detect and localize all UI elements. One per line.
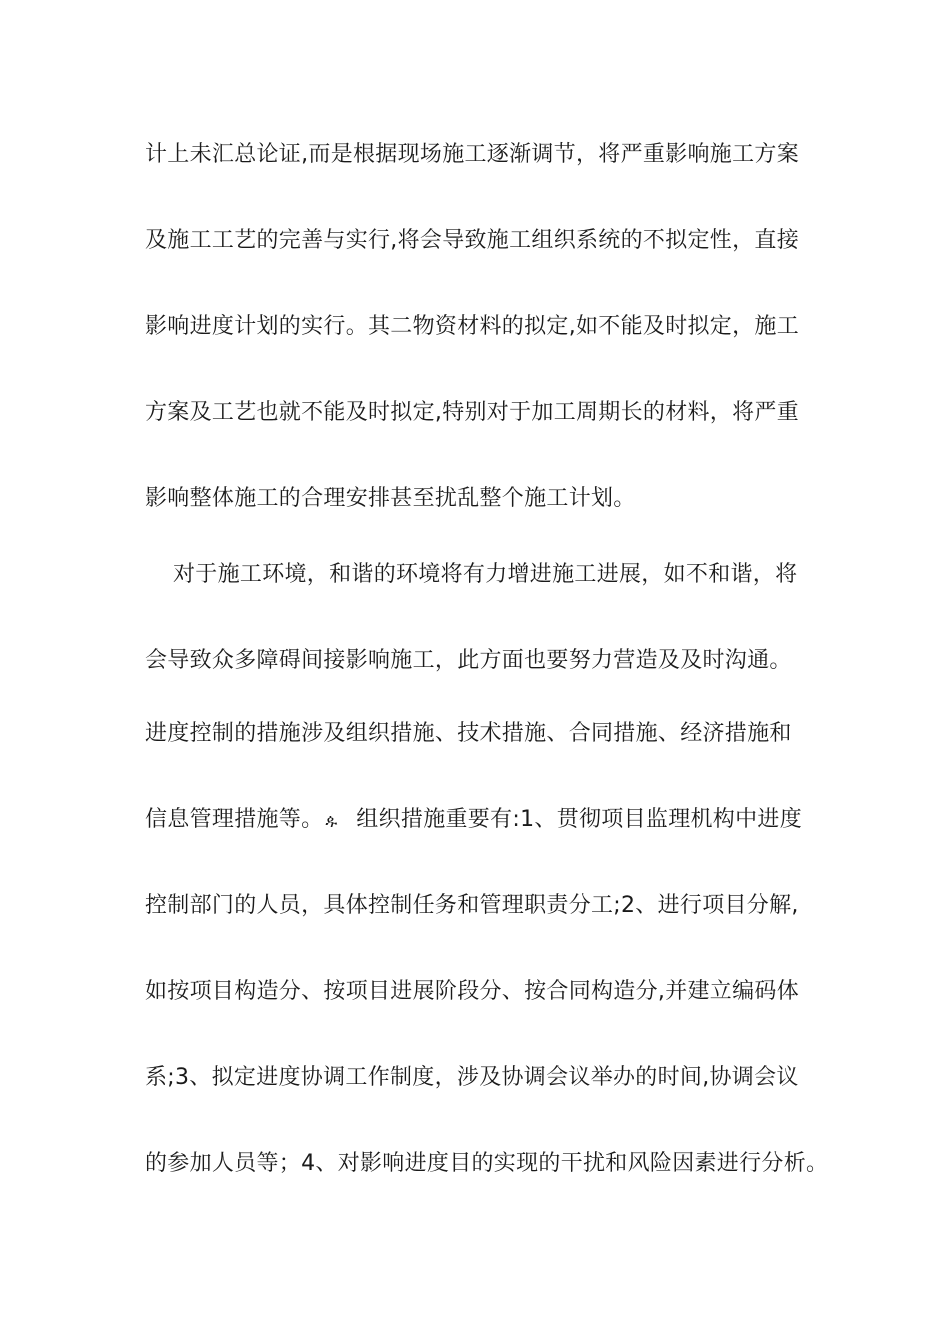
line-9-text-end: 组织措施重要有:1、贯彻项目监理机构中进度 (356, 807, 803, 832)
line-9-text-start: 信息管理措施等。 (145, 807, 324, 832)
paragraph-line-4: 方案及工艺也就不能及时拟定,特别对于加工周期长的材料，将严重 (145, 400, 799, 425)
paragraph-line-1: 计上未汇总论证,而是根据现场施工逐渐调节，将严重影响施工方案 (145, 142, 799, 167)
paragraph-line-2: 及施工工艺的完善与实行,将会导致施工组织系统的不拟定性，直接 (145, 228, 799, 253)
paragraph-line-11: 如按项目构造分、按项目进展阶段分、按合同构造分,并建立编码体 (145, 979, 799, 1004)
paragraph-line-8: 进度控制的措施涉及组织措施、技术措施、合同措施、经济措施和 (145, 721, 792, 746)
paragraph-line-7: 会导致众多障碍间接影响施工，此方面也要努力营造及及时沟通。 (145, 648, 792, 673)
paragraph-line-13: 的参加人员等；4、对影响进度目的实现的干扰和风险因素进行分析。 (145, 1151, 829, 1176)
inline-symbol: ዹ (325, 810, 338, 829)
paragraph-line-9 (145, 805, 825, 835)
paragraph-line-6: 对于施工环境，和谐的环境将有力增进施工进展，如不和谐，将 (173, 562, 798, 587)
paragraph-line-5: 影响整体施工的合理安排甚至扰乱整个施工计划。 (145, 486, 636, 511)
paragraph-line-10: 控制部门的人员，具体控制任务和管理职责分工;2、进行项目分解, (145, 893, 799, 918)
paragraph-line-12: 系;3、拟定进度协调工作制度，涉及协调会议举办的时间,协调会议 (145, 1065, 799, 1090)
paragraph-line-3: 影响进度计划的实行。其二物资材料的拟定,如不能及时拟定，施工 (145, 314, 799, 339)
